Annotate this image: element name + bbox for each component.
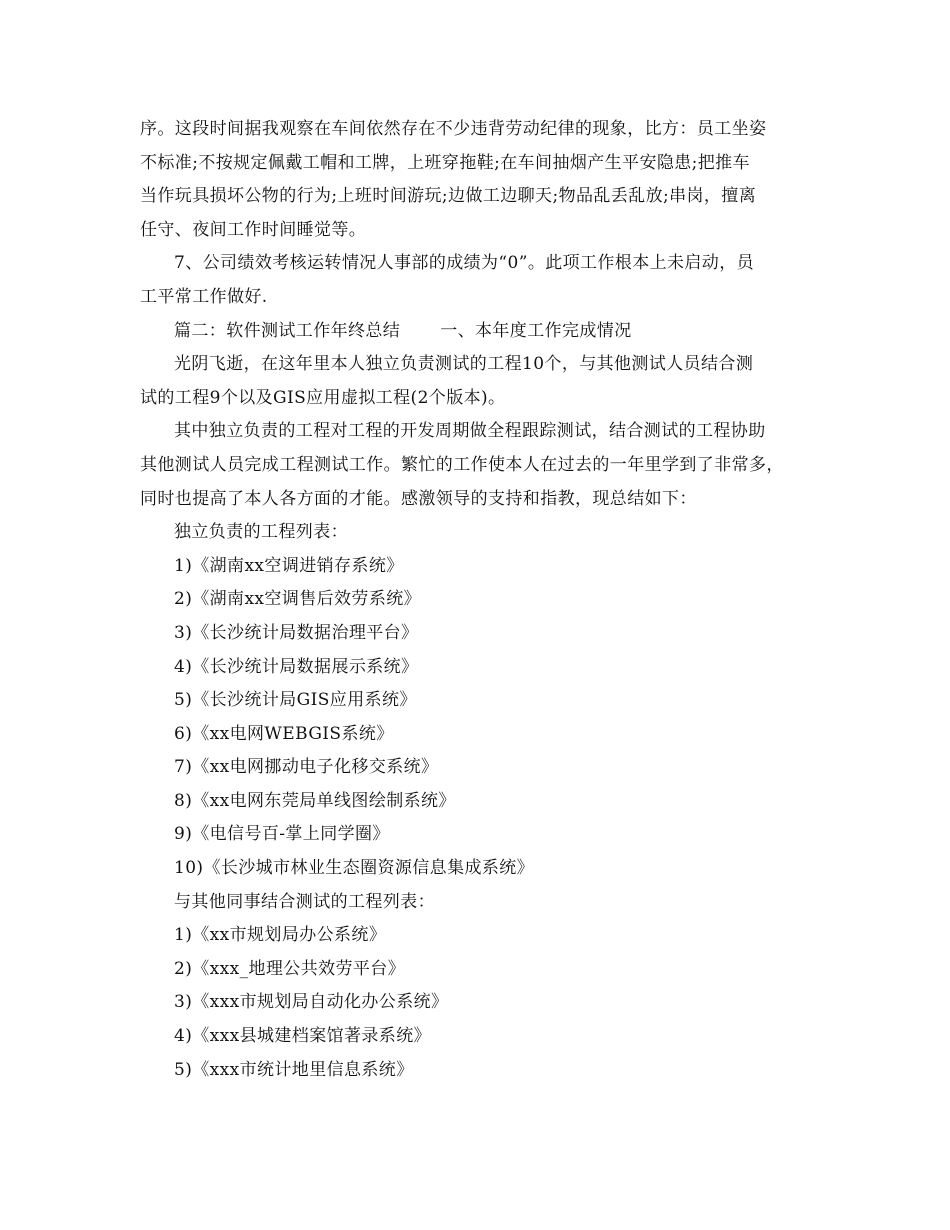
list-item: 5)《xxx市统计地里信息系统》 — [174, 1059, 414, 1080]
paragraph-line: 试的工程9个以及GIS应用虚拟工程(2个版本)。 — [140, 387, 506, 408]
list-item: 3)《长沙统计局数据治理平台》 — [174, 622, 419, 643]
list-item: 2)《湖南xx空调售后效劳系统》 — [174, 589, 422, 610]
paragraph-line: 工平常工作做好. — [140, 286, 268, 307]
paragraph-line: 其中独立负责的工程对工程的开发周期做全程跟踪测试，结合测试的工程协助 — [174, 421, 766, 442]
paragraph-line: 光阴飞逝，在这年里本人独立负责测试的工程10个，与其他测试人员结合测 — [174, 354, 754, 375]
list-item: 10)《长沙城市林业生态圈资源信息集成系统》 — [174, 858, 535, 879]
document-body — [140, 113, 830, 1087]
paragraph-line: 7、公司绩效考核运转情况人事部的成绩为“0”。此项工作根本上未启动，员 — [174, 253, 755, 274]
list-item: 3)《xxx市规划局自动化办公系统》 — [174, 992, 449, 1013]
list-item: 6)《xx电网WEBGIS系统》 — [174, 723, 394, 744]
paragraph-line: 当作玩具损坏公物的行为;上班时间游玩;边做工边聊天;物品乱丢乱放;串岗，擅离 — [140, 186, 757, 207]
part-title: 篇二：软件测试工作年终总结 — [174, 320, 401, 341]
section-title: 一、本年度工作完成情况 — [440, 320, 632, 341]
list-item: 1)《xx市规划局办公系统》 — [174, 925, 387, 946]
list-item: 8)《xx电网东莞局单线图绘制系统》 — [174, 790, 456, 811]
list-item: 7)《xx电网挪动电子化移交系统》 — [174, 757, 439, 778]
paragraph-line: 任守、夜间工作时间睡觉等。 — [140, 219, 367, 240]
list-item: 4)《xxx县城建档案馆著录系统》 — [174, 1026, 432, 1047]
list-title: 与其他同事结合测试的工程列表： — [174, 891, 435, 912]
section-heading — [140, 315, 830, 349]
paragraph-line: 同时也提高了本人各方面的才能。感激领导的支持和指教，现总结如下： — [140, 488, 697, 509]
list-item: 1)《湖南xx空调进销存系统》 — [174, 555, 404, 576]
list-item: 2)《xxx_地理公共效劳平台》 — [174, 958, 406, 979]
list-item: 9)《电信号百-掌上同学圈》 — [174, 824, 390, 845]
list-title: 独立负责的工程列表： — [174, 522, 348, 543]
paragraph-line: 序。这段时间据我观察在车间依然存在不少违背劳动纪律的现象，比方：员工坐姿 — [140, 119, 767, 139]
paragraph-line: 不标准;不按规定佩戴工帽和工牌，上班穿拖鞋;在车间抽烟产生平安隐患;把推车 — [140, 152, 750, 173]
list-item: 5)《长沙统计局GIS应用系统》 — [174, 690, 417, 711]
list-item: 4)《长沙统计局数据展示系统》 — [174, 656, 419, 677]
paragraph-line: 其他测试人员完成工程测试工作。繁忙的工作使本人在过去的一年里学到了非常多， — [140, 454, 784, 475]
